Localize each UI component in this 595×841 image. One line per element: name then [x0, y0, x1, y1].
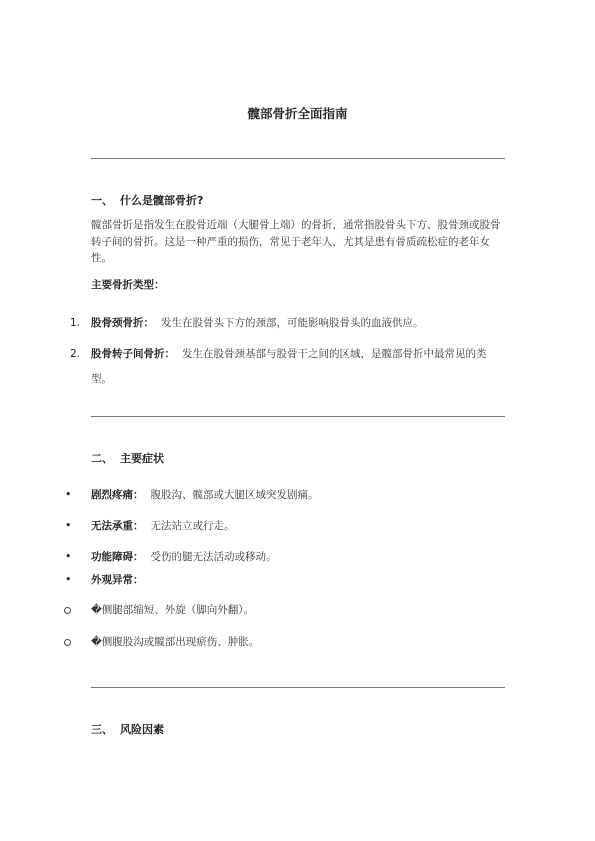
page-title: 髋部骨折全面指南: [247, 106, 348, 121]
list-item-text: 受伤的腿无法活动或移动。: [150, 551, 277, 563]
bullet-icon: •: [65, 488, 72, 501]
list-item: [70, 311, 506, 336]
list-item: [65, 572, 506, 588]
list-item-term: 股骨颈骨折：: [91, 317, 154, 329]
circle-bullet-icon: [64, 607, 71, 614]
section-title: 风险因素: [120, 723, 164, 736]
list-number: 2.: [70, 348, 81, 360]
list-item-text: 无法站立或行走。: [150, 520, 235, 532]
list-item-text: 发生在股骨颈基部与股骨干之间的区域，是髋部骨折中最常见的类型。: [91, 348, 487, 385]
section-number: 一、: [91, 194, 113, 207]
list-item-term: 外观异常：: [91, 574, 144, 586]
section-heading-2: [91, 450, 164, 466]
section-title: 主要症状: [120, 452, 164, 465]
list-item-text: 腹股沟、髋部或大腿区域突发剧痛。: [150, 489, 319, 501]
divider: [91, 158, 505, 159]
section-number: 三、: [91, 723, 113, 736]
section-heading-3: [91, 721, 164, 737]
section-title: 什么是髋部骨折?: [120, 194, 204, 207]
divider: [91, 416, 505, 417]
list-item-term: 剧烈疼痛：: [91, 489, 144, 501]
list-item: [70, 342, 506, 392]
bullet-icon: •: [65, 573, 72, 586]
bullet-icon: •: [65, 519, 72, 532]
list-item-term: 股骨转子间骨折：: [91, 348, 175, 360]
section-number: 二、: [91, 452, 113, 465]
list-item: [65, 518, 506, 534]
fracture-types-subheading: 主要骨折类型：: [91, 279, 165, 291]
bullet-icon: •: [65, 550, 72, 563]
sub-list-item: [91, 602, 506, 618]
section-paragraph: 髋部骨折是指发生在股骨近端（大腿骨上端）的骨折，通常指股骨头下方、股骨颈或股骨转子间的骨折。这是一种严重的损伤，常见于老年人，尤其是患有骨质疏松症的老年女性。: [91, 219, 501, 264]
list-item-text: 发生在股骨头下方的颈部，可能影响股骨头的血液供应。: [161, 317, 424, 329]
circle-bullet-icon: [64, 639, 71, 646]
list-item: [65, 487, 506, 503]
section-heading-1: [91, 192, 203, 208]
sub-list-item: [91, 634, 506, 650]
sub-list-item-text: �侧腹股沟或髋部出现瘀伤、肿胀。: [91, 636, 260, 648]
list-item: [65, 549, 506, 565]
list-number: 1.: [70, 317, 81, 329]
list-item-term: 无法承重：: [91, 520, 144, 532]
list-item-term: 功能障碍：: [91, 551, 144, 563]
divider: [91, 687, 505, 688]
sub-list-item-text: �侧腿部缩短、外旋（脚向外翻）。: [91, 604, 255, 616]
